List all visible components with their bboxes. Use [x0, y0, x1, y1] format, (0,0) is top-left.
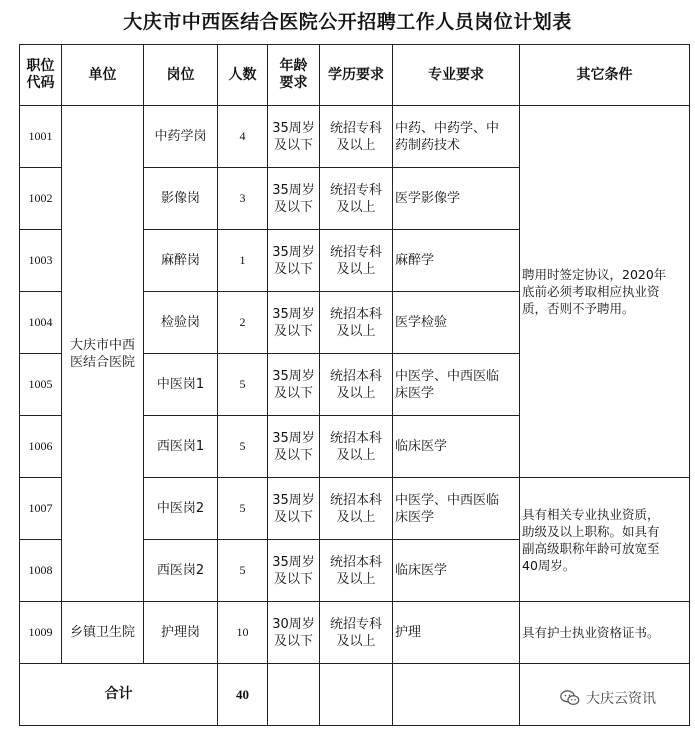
post-name: 检验岗 [144, 292, 218, 354]
header-count: 人数 [218, 45, 268, 106]
education-requirement: 统招本科 及以上 [320, 540, 393, 602]
table-row [20, 602, 690, 664]
major-requirement: 临床医学 [393, 416, 520, 478]
education-requirement: 统招本科 及以上 [320, 354, 393, 416]
header-unit: 单位 [62, 45, 144, 106]
other-conditions-3: 具有护士执业资格证书。 [520, 602, 690, 664]
education-requirement: 统招专科 及以上 [320, 602, 393, 664]
post-name: 中医岗1 [144, 354, 218, 416]
position-code: 1003 [20, 230, 62, 292]
unit-township: 乡镇卫生院 [62, 602, 144, 664]
wechat-icon [560, 689, 580, 707]
position-code: 1007 [20, 478, 62, 540]
education-requirement: 统招专科 及以上 [320, 230, 393, 292]
position-code: 1008 [20, 540, 62, 602]
age-requirement: 35周岁 及以下 [268, 478, 320, 540]
post-name: 护理岗 [144, 602, 218, 664]
unit-hospital: 大庆市中西 医结合医院 [62, 106, 144, 602]
page-title: 大庆市中西医结合医院公开招聘工作人员岗位计划表 [123, 11, 572, 33]
watermark-text: 大庆云资讯 [586, 691, 656, 707]
position-code: 1005 [20, 354, 62, 416]
header-row [20, 45, 690, 106]
post-name: 麻醉岗 [144, 230, 218, 292]
education-requirement: 统招专科 及以上 [320, 106, 393, 168]
total-label: 合计 [20, 664, 218, 726]
headcount: 10 [218, 602, 268, 664]
header-education: 学历要求 [320, 45, 393, 106]
age-requirement: 35周岁 及以下 [268, 106, 320, 168]
position-code: 1002 [20, 168, 62, 230]
headcount: 3 [218, 168, 268, 230]
header-major: 专业要求 [393, 45, 520, 106]
education-requirement: 统招专科 及以上 [320, 168, 393, 230]
age-requirement: 30周岁 及以下 [268, 602, 320, 664]
header-other: 其它条件 [520, 45, 690, 106]
headcount: 1 [218, 230, 268, 292]
headcount: 4 [218, 106, 268, 168]
total-value: 40 [218, 664, 268, 726]
watermark [560, 688, 656, 708]
age-requirement: 35周岁 及以下 [268, 354, 320, 416]
header-post: 岗位 [144, 45, 218, 106]
major-requirement: 医学影像学 [393, 168, 520, 230]
position-code: 1009 [20, 602, 62, 664]
education-requirement: 统招本科 及以上 [320, 478, 393, 540]
major-requirement: 中药、中药学、中 药制药技术 [393, 106, 520, 168]
headcount: 2 [218, 292, 268, 354]
age-requirement: 35周岁 及以下 [268, 416, 320, 478]
table-row [20, 106, 690, 168]
major-requirement: 临床医学 [393, 540, 520, 602]
empty-cell [268, 664, 320, 726]
empty-cell [393, 664, 520, 726]
age-requirement: 35周岁 及以下 [268, 292, 320, 354]
position-code: 1004 [20, 292, 62, 354]
age-requirement: 35周岁 及以下 [268, 230, 320, 292]
headcount: 5 [218, 478, 268, 540]
major-requirement: 麻醉学 [393, 230, 520, 292]
education-requirement: 统招本科 及以上 [320, 416, 393, 478]
other-conditions-2: 具有相关专业执业资质， 助级及以上职称。如具有 副高级职称年龄可放宽至 40周岁。 [520, 478, 690, 602]
education-requirement: 统招本科 及以上 [320, 292, 393, 354]
age-requirement: 35周岁 及以下 [268, 540, 320, 602]
header-code: 职位 代码 [20, 45, 62, 106]
headcount: 5 [218, 416, 268, 478]
major-requirement: 护理 [393, 602, 520, 664]
major-requirement: 中医学、中西医临 床医学 [393, 478, 520, 540]
recruitment-table [19, 44, 690, 726]
major-requirement: 中医学、中西医临 床医学 [393, 354, 520, 416]
header-age: 年龄 要求 [268, 45, 320, 106]
post-name: 中医岗2 [144, 478, 218, 540]
age-requirement: 35周岁 及以下 [268, 168, 320, 230]
post-name: 西医岗2 [144, 540, 218, 602]
headcount: 5 [218, 540, 268, 602]
position-code: 1006 [20, 416, 62, 478]
other-conditions-1: 聘用时签定协议，2020年 底前必须考取相应执业资 质，否则不予聘用。 [520, 106, 690, 478]
post-name: 西医岗1 [144, 416, 218, 478]
post-name: 影像岗 [144, 168, 218, 230]
headcount: 5 [218, 354, 268, 416]
position-code: 1001 [20, 106, 62, 168]
empty-cell [320, 664, 393, 726]
post-name: 中药学岗 [144, 106, 218, 168]
major-requirement: 医学检验 [393, 292, 520, 354]
